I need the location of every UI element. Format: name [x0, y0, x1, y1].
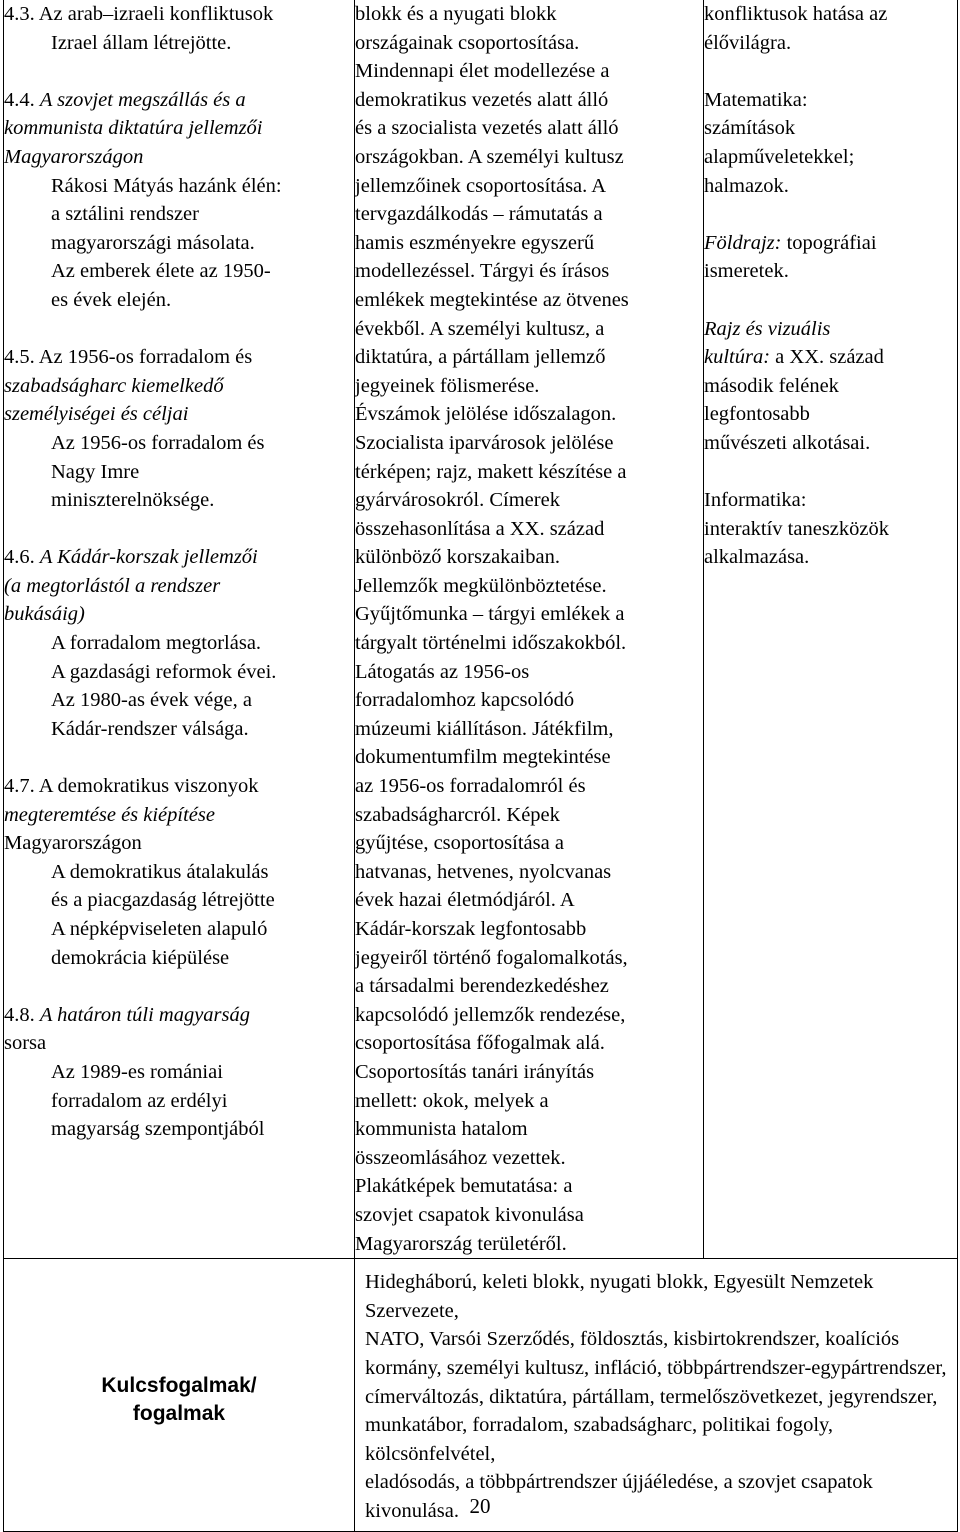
topic-heading — [4, 772, 354, 801]
connection-math — [704, 86, 957, 200]
activities-text — [355, 0, 703, 1258]
text-line — [704, 229, 957, 258]
heading-line: fogalmak — [132, 1402, 226, 1426]
text-line — [704, 343, 957, 372]
activity-line: Magyarország területéről. — [355, 1232, 567, 1255]
text-line: alkalmazása. — [704, 546, 810, 569]
topic-title: Az arab–izraeli konfliktusok — [38, 3, 274, 25]
topic-item: demokrácia kiépülése — [51, 946, 230, 969]
subject-label: Informatika: — [704, 489, 807, 512]
subject-label: Rajz és vizuális — [704, 317, 831, 340]
topic-section — [4, 772, 354, 972]
activity-line: emlékek megtekintése az ötvenes — [355, 288, 629, 311]
topic-item: Kádár-rendszer válsága. — [51, 717, 249, 740]
activity-line: jellemzőinek csoportosítása. A — [355, 174, 607, 197]
topic-title-line: Magyarországon — [4, 145, 144, 168]
topic-item: Rákosi Mátyás hazánk élén: — [51, 174, 282, 197]
text-span: a XX. század — [775, 346, 884, 369]
topic-item: Az 1980-as évek vége, a — [51, 689, 252, 712]
activity-line: évekből. A személyi kultusz, a — [355, 317, 605, 340]
key-concept-line: kormány, személyi kultusz, infláció, többpártrendszer-egypártrendszer, — [365, 1356, 947, 1379]
topic-title-cont: Izrael állam létrejötte. — [51, 31, 232, 54]
activity-line: blokk és a nyugati blokk — [355, 3, 557, 25]
activity-line: összehasonlítása a XX. század — [355, 517, 605, 540]
topic-item: Nagy Imre — [51, 460, 140, 483]
topic-heading — [4, 86, 354, 115]
topic-title-line: bukásáig) — [4, 603, 85, 626]
activity-line: és a szocialista vezetés alatt álló — [355, 117, 619, 140]
activity-line: különböző korszakaiban. — [355, 546, 560, 569]
spacer — [4, 57, 354, 86]
activity-line: Kádár-korszak legfontosabb — [355, 918, 587, 940]
activities-column — [355, 0, 704, 1259]
activity-line: hamis eszményekre egyszerű — [355, 231, 595, 254]
page-number: 20 — [469, 1494, 491, 1518]
activity-line: Plakátképek bemutatása: a — [355, 1175, 573, 1198]
key-concepts-heading — [4, 1259, 355, 1532]
connection-art — [704, 315, 957, 458]
activity-line: szabadságharcról. Képek — [355, 803, 560, 826]
topic-number: 4.4. — [4, 88, 35, 111]
key-concepts-body — [355, 1259, 958, 1532]
activity-line: dokumentumfilm megtekintése — [355, 746, 611, 769]
topic-heading — [4, 0, 354, 29]
topic-heading — [4, 543, 354, 572]
activity-line: diktatúra, a pártállam jellemző — [355, 346, 606, 369]
text-line: élővilágra. — [704, 31, 792, 54]
topic-number: 4.8. — [4, 1003, 35, 1026]
topic-title-line: kommunista diktatúra jellemzői — [4, 117, 263, 140]
activity-line: Jellemzők megkülönböztetése. — [355, 574, 607, 597]
topic-title: A Kádár-korszak jellemzői — [39, 546, 258, 569]
topic-item: es évek elején. — [51, 288, 172, 311]
activity-line: térképen; rajz, makett készítése a — [355, 460, 627, 483]
topic-title-line: szabadságharc kiemelkedő — [4, 374, 224, 397]
activity-line: hatvanas, hetvenes, nyolcvanas — [355, 860, 612, 883]
topic-title-line: személyiségei és céljai — [4, 403, 189, 426]
topic-section — [4, 543, 354, 743]
subject-label: Földrajz: — [704, 231, 782, 254]
activity-line: tárgyalt történelmi időszakokból. — [355, 632, 627, 655]
activity-line: az 1956-os forradalomról és — [355, 775, 586, 798]
activity-line: összeomlásához vezettek. — [355, 1146, 566, 1169]
activity-line: forradalomhoz kapcsolódó — [355, 689, 575, 712]
curriculum-table — [3, 0, 958, 1532]
activity-line: mellett: okok, melyek a — [355, 1089, 549, 1112]
activity-line: Évszámok jelölése időszalagon. — [355, 403, 617, 426]
activity-line: demokratikus vezetés alatt álló — [355, 88, 609, 111]
activity-line: szovjet csapatok kivonulása — [355, 1203, 584, 1226]
topic-number: 4.7. — [4, 775, 35, 798]
activity-line: múzeumi kiállításon. Játékfilm, — [355, 717, 614, 740]
topic-number: 4.6. — [4, 546, 35, 569]
topic-item: forradalom az erdélyi — [51, 1089, 228, 1112]
topic-item: Az 1956-os forradalom és — [51, 431, 265, 454]
subject-label: kultúra: — [704, 346, 771, 369]
activity-line: Gyűjtőmunka – tárgyi emlékek a — [355, 603, 625, 626]
activity-line: országainak csoportosítása. — [355, 31, 580, 54]
spacer — [4, 743, 354, 772]
activity-line: jegyeinek fölismerése. — [355, 374, 540, 397]
activity-line: jegyeiről történő fogalomalkotás, — [355, 946, 628, 969]
topic-section — [4, 86, 354, 315]
text-line: halmazok. — [704, 174, 789, 197]
topic-heading — [4, 1001, 354, 1030]
connections-column — [704, 0, 958, 1259]
connection-environment — [704, 0, 957, 57]
spacer — [4, 315, 354, 344]
text-line: ismeretek. — [704, 260, 789, 283]
key-concept-line: címerváltozás, diktatúra, pártállam, termelőszövetkezet, jegyrendszer, — [365, 1385, 938, 1408]
text-span: topográfiai — [786, 231, 877, 254]
topic-title: A demokratikus viszonyok — [38, 775, 259, 798]
text-line: számítások — [704, 117, 796, 140]
activity-line: csoportosítása főfogalmak alá. — [355, 1032, 605, 1055]
topic-title-line: sorsa — [4, 1032, 47, 1055]
key-concepts-text — [365, 1268, 957, 1525]
text-line: konfliktusok hatása az — [704, 3, 888, 25]
topic-title-line: Magyarországon — [4, 832, 142, 855]
activity-line: Csoportosítás tanári irányítás — [355, 1060, 595, 1083]
text-line: legfontosabb — [704, 403, 810, 426]
activity-line: kapcsolódó jellemzők rendezése, — [355, 1003, 626, 1026]
activity-line: Szocialista iparvárosok jelölése — [355, 431, 614, 454]
topic-item: A forradalom megtorlása. — [51, 632, 262, 655]
topic-title-line: megteremtése és kiépítése — [4, 803, 215, 826]
activity-line: modellezéssel. Tárgyi és írásos — [355, 260, 610, 283]
connection-it — [704, 486, 957, 572]
topic-item: Az 1989-es romániai — [51, 1060, 223, 1083]
topic-item: A gazdasági reformok évei. — [51, 660, 277, 683]
topic-item: magyarság szempontjából — [51, 1118, 265, 1141]
activity-line: országokban. A személyi kultusz — [355, 145, 624, 168]
connection-geography — [704, 229, 957, 286]
topic-item: a sztálini rendszer — [51, 203, 199, 226]
topic-item: miniszterelnöksége. — [51, 489, 215, 512]
text-line: interaktív taneszközök — [704, 517, 890, 540]
activity-line: évek hazai életmódjáról. A — [355, 889, 575, 912]
activity-line: Mindennapi élet modellezése a — [355, 60, 610, 83]
activity-line: gyűjtése, csoportosítása a — [355, 832, 564, 855]
activity-line: tervgazdálkodás – rámutatás a — [355, 203, 603, 226]
key-concept-line: NATO, Varsói Szerződés, földosztás, kisbirtokrendszer, koalíciós — [365, 1328, 900, 1351]
topic-section — [4, 0, 354, 57]
activity-line: Látogatás az 1956-os — [355, 660, 530, 683]
topic-number: 4.3. — [4, 3, 35, 25]
text-line: művészeti alkotásai. — [704, 431, 871, 454]
subject-label: Matematika: — [704, 88, 808, 111]
topic-item: és a piacgazdaság létrejötte — [51, 889, 275, 912]
spacer — [4, 515, 354, 544]
key-concept-line: Hidegháború, keleti blokk, nyugati blokk, Egyesült Nemzetek Szervezete, — [365, 1271, 874, 1322]
topic-title: A határon túli magyarság — [39, 1003, 251, 1026]
key-concept-line: eladósodás, a többpártrendszer újjáéledése, a szovjet csapatok kivonulása. — [365, 1471, 873, 1522]
activity-line: a társadalmi berendezkedéshez — [355, 975, 609, 998]
topics-column — [4, 0, 355, 1259]
heading-line: Kulcsfogalmak/ — [101, 1374, 257, 1398]
topic-title: Az 1956-os forradalom és — [38, 346, 253, 369]
topics-list — [4, 0, 354, 1144]
topic-heading — [4, 343, 354, 372]
topic-item: magyarországi másolata. — [51, 231, 255, 254]
spacer — [4, 972, 354, 1001]
topic-item: Az emberek élete az 1950- — [51, 260, 271, 283]
activity-line: kommunista hatalom — [355, 1118, 528, 1141]
topic-title: A szovjet megszállás és a — [39, 88, 246, 111]
key-concept-line: munkatábor, forradalom, szabadságharc, politikai fogoly, kölcsönfelvétel, — [365, 1414, 834, 1465]
text-line: második felének — [704, 374, 839, 397]
topic-item: A demokratikus átalakulás — [51, 860, 269, 883]
topic-number: 4.5. — [4, 346, 35, 369]
topic-title-line: (a megtorlástól a rendszer — [4, 574, 221, 597]
topic-section — [4, 343, 354, 515]
topic-item: A népképviseleten alapuló — [51, 918, 268, 940]
activity-line: gyárvárosokról. Címerek — [355, 489, 560, 512]
text-line: alapműveletekkel; — [704, 145, 855, 168]
topic-section — [4, 1001, 354, 1144]
